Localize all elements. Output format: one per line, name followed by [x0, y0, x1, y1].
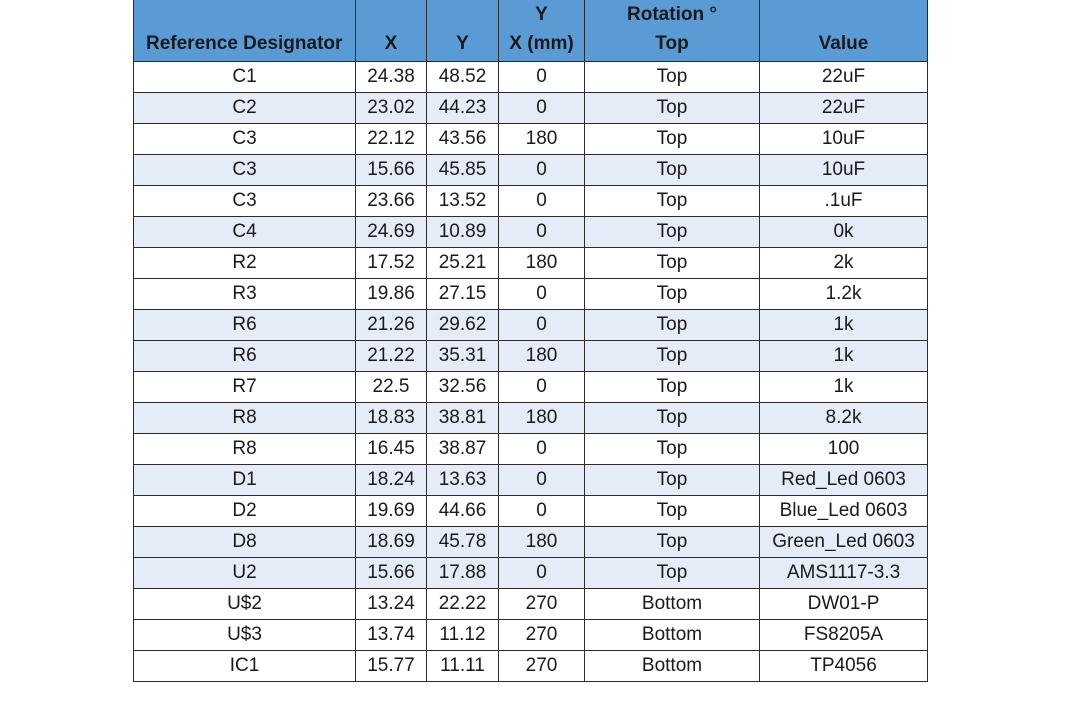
pick-and-place-table [133, 0, 928, 682]
table-row [134, 310, 928, 341]
header-reference-designator: Reference Designator [134, 0, 356, 62]
cell-x-mm: 0 [499, 93, 585, 124]
cell-x: 18.83 [356, 403, 427, 434]
cell-x: 15.66 [356, 558, 427, 589]
cell-x: 18.24 [356, 465, 427, 496]
table-row [134, 248, 928, 279]
cell-x: 21.26 [356, 310, 427, 341]
cell-value: Blue_Led 0603 [760, 496, 928, 527]
cell-reference-designator: R6 [134, 341, 356, 372]
cell-x-mm: 180 [499, 124, 585, 155]
cell-y: 29.62 [427, 310, 499, 341]
cell-y: 22.22 [427, 589, 499, 620]
table-row [134, 589, 928, 620]
cell-side: Top [585, 310, 760, 341]
cell-x: 19.69 [356, 496, 427, 527]
cell-value: 1k [760, 310, 928, 341]
cell-value: TP4056 [760, 651, 928, 682]
cell-reference-designator: R3 [134, 279, 356, 310]
cell-x: 23.66 [356, 186, 427, 217]
header-x: X [356, 0, 427, 62]
cell-reference-designator: C3 [134, 155, 356, 186]
cell-y: 32.56 [427, 372, 499, 403]
cell-side: Top [585, 496, 760, 527]
cell-x: 16.45 [356, 434, 427, 465]
cell-reference-designator: U2 [134, 558, 356, 589]
cell-reference-designator: IC1 [134, 651, 356, 682]
cell-value: 10uF [760, 155, 928, 186]
cell-y: 45.78 [427, 527, 499, 558]
cell-side: Top [585, 558, 760, 589]
cell-side: Bottom [585, 651, 760, 682]
cell-y: 48.52 [427, 62, 499, 93]
cell-side: Top [585, 217, 760, 248]
table-row [134, 217, 928, 248]
cell-value: 22uF [760, 93, 928, 124]
cell-side: Bottom [585, 589, 760, 620]
cell-value: DW01-P [760, 589, 928, 620]
cell-side: Top [585, 279, 760, 310]
cell-value: AMS1117-3.3 [760, 558, 928, 589]
table-row [134, 434, 928, 465]
cell-x-mm: 0 [499, 434, 585, 465]
cell-value: 10uF [760, 124, 928, 155]
table-row [134, 155, 928, 186]
cell-reference-designator: C3 [134, 124, 356, 155]
cell-reference-designator: D8 [134, 527, 356, 558]
table-row [134, 62, 928, 93]
cell-x: 21.22 [356, 341, 427, 372]
cell-y: 13.52 [427, 186, 499, 217]
cell-value: 1.2k [760, 279, 928, 310]
cell-side: Top [585, 527, 760, 558]
cell-reference-designator: R7 [134, 372, 356, 403]
cell-side: Top [585, 155, 760, 186]
table-row [134, 372, 928, 403]
cell-x-mm: 0 [499, 496, 585, 527]
cell-y: 27.15 [427, 279, 499, 310]
cell-value: FS8205A [760, 620, 928, 651]
cell-value: 22uF [760, 62, 928, 93]
cell-y: 45.85 [427, 155, 499, 186]
cell-x-mm: 0 [499, 465, 585, 496]
cell-reference-designator: U$3 [134, 620, 356, 651]
cell-side: Top [585, 62, 760, 93]
cell-y: 11.12 [427, 620, 499, 651]
cell-reference-designator: U$2 [134, 589, 356, 620]
cell-x-mm: 0 [499, 279, 585, 310]
cell-value: Green_Led 0603 [760, 527, 928, 558]
cell-x: 22.12 [356, 124, 427, 155]
cell-side: Top [585, 248, 760, 279]
cell-y: 35.31 [427, 341, 499, 372]
cell-x: 13.74 [356, 620, 427, 651]
cell-side: Bottom [585, 620, 760, 651]
cell-x-mm: 180 [499, 248, 585, 279]
cell-x: 23.02 [356, 93, 427, 124]
table-row [134, 186, 928, 217]
cell-value: Red_Led 0603 [760, 465, 928, 496]
cell-side: Top [585, 93, 760, 124]
cell-value: 8.2k [760, 403, 928, 434]
cell-x: 17.52 [356, 248, 427, 279]
cell-side: Top [585, 434, 760, 465]
table-row [134, 279, 928, 310]
cell-y: 25.21 [427, 248, 499, 279]
cell-x-mm: 180 [499, 527, 585, 558]
cell-side: Top [585, 403, 760, 434]
cell-reference-designator: C2 [134, 93, 356, 124]
cell-side: Top [585, 465, 760, 496]
table-row [134, 124, 928, 155]
cell-value: 0k [760, 217, 928, 248]
cell-y: 38.87 [427, 434, 499, 465]
cell-reference-designator: D2 [134, 496, 356, 527]
cell-reference-designator: R8 [134, 434, 356, 465]
cell-reference-designator: R8 [134, 403, 356, 434]
cell-y: 44.23 [427, 93, 499, 124]
header-x-mm [499, 0, 585, 62]
header-x-mm-label: X (mm) [509, 33, 574, 54]
cell-y: 10.89 [427, 217, 499, 248]
cell-value: 100 [760, 434, 928, 465]
cell-x-mm: 270 [499, 589, 585, 620]
cell-y: 17.88 [427, 558, 499, 589]
table-header [134, 0, 928, 62]
cell-value: 2k [760, 248, 928, 279]
cell-value: 1k [760, 341, 928, 372]
cell-reference-designator: C1 [134, 62, 356, 93]
cell-x-mm: 270 [499, 651, 585, 682]
cell-y: 44.66 [427, 496, 499, 527]
table-row [134, 527, 928, 558]
table-body [134, 62, 928, 682]
table-row [134, 403, 928, 434]
cell-x-mm: 0 [499, 558, 585, 589]
cell-x-mm: 0 [499, 217, 585, 248]
cell-y: 11.11 [427, 651, 499, 682]
cell-x-mm: 180 [499, 341, 585, 372]
table-row [134, 496, 928, 527]
cell-x: 24.69 [356, 217, 427, 248]
cell-x-mm: 0 [499, 62, 585, 93]
header-rotation-label: Rotation ° [627, 4, 717, 25]
cell-reference-designator: R6 [134, 310, 356, 341]
cell-x-mm: 0 [499, 372, 585, 403]
header-x-mm-top: Y [535, 4, 548, 25]
cell-side: Top [585, 341, 760, 372]
cell-y: 38.81 [427, 403, 499, 434]
cell-x-mm: 0 [499, 186, 585, 217]
cell-x-mm: 0 [499, 155, 585, 186]
cell-value: 1k [760, 372, 928, 403]
table-row [134, 558, 928, 589]
cell-x: 18.69 [356, 527, 427, 558]
cell-reference-designator: D1 [134, 465, 356, 496]
cell-side: Top [585, 372, 760, 403]
cell-side: Top [585, 186, 760, 217]
header-rotation-top [585, 0, 760, 62]
cell-x: 22.5 [356, 372, 427, 403]
cell-x: 13.24 [356, 589, 427, 620]
table-row [134, 341, 928, 372]
cell-x-mm: 270 [499, 620, 585, 651]
table-row [134, 465, 928, 496]
cell-value: .1uF [760, 186, 928, 217]
table-row [134, 651, 928, 682]
header-value: Value [760, 0, 928, 62]
cell-x: 19.86 [356, 279, 427, 310]
cell-x: 15.77 [356, 651, 427, 682]
cell-x-mm: 0 [499, 310, 585, 341]
table-row [134, 93, 928, 124]
table-row [134, 620, 928, 651]
cell-y: 13.63 [427, 465, 499, 496]
cell-reference-designator: C4 [134, 217, 356, 248]
header-y: Y [427, 0, 499, 62]
cell-x-mm: 180 [499, 403, 585, 434]
cell-x: 15.66 [356, 155, 427, 186]
header-row [134, 0, 928, 62]
cell-y: 43.56 [427, 124, 499, 155]
cell-reference-designator: C3 [134, 186, 356, 217]
cell-x: 24.38 [356, 62, 427, 93]
cell-side: Top [585, 124, 760, 155]
cell-reference-designator: R2 [134, 248, 356, 279]
header-top-label: Top [655, 33, 689, 54]
